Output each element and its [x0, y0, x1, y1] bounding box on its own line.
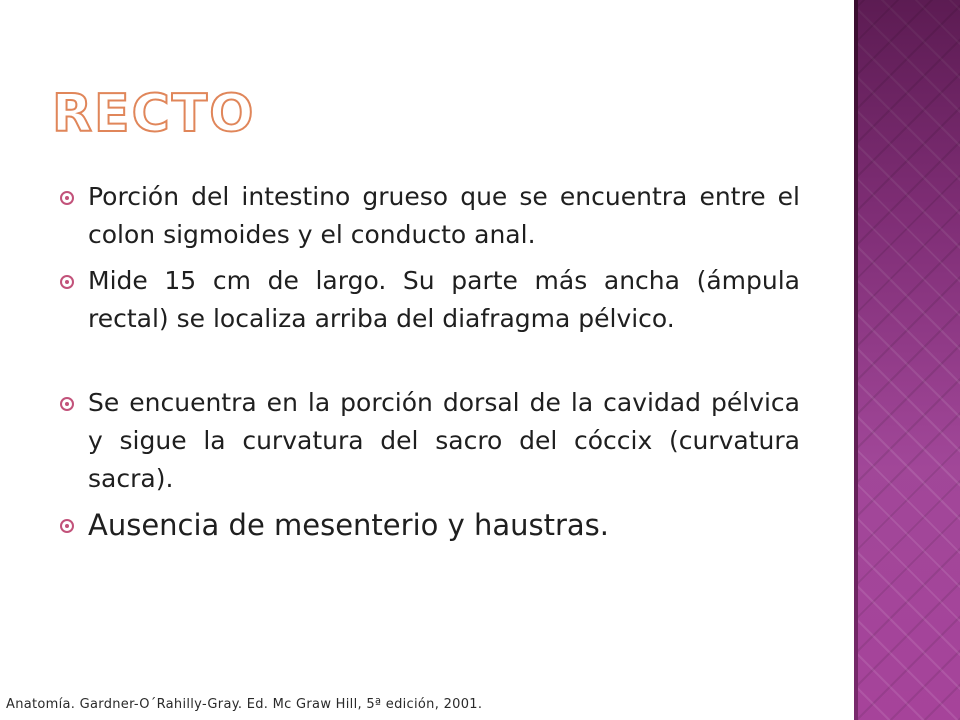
- citation-footer: Anatomía. Gardner-O´Rahilly-Gray. Ed. Mc Graw Hill, 5ª edición, 2001.: [6, 697, 483, 712]
- bullet-circle-icon: [60, 519, 74, 533]
- list-item: [58, 384, 800, 498]
- list-item: [58, 178, 800, 254]
- bullet-text: Porción del intestino grueso que se encuentra entre el colon sigmoides y el conducto anal.: [88, 182, 800, 249]
- bullet-text: Mide 15 cm de largo. Su parte más ancha (ámpula rectal) se localiza arriba del diafragma pélvico.: [88, 266, 800, 333]
- bullet-circle-icon: [60, 397, 74, 411]
- slide-title: RECTO: [52, 84, 256, 144]
- bullet-circle-icon: [60, 191, 74, 205]
- side-panel-edge: [854, 0, 858, 720]
- bullet-text: Se encuentra en la porción dorsal de la cavidad pélvica y sigue la curvatura del sacro del cóccix (curvatura sacra).: [88, 388, 800, 493]
- list-item: [58, 262, 800, 338]
- list-item: [58, 506, 800, 544]
- bullet-list: [58, 178, 800, 552]
- decorative-side-panel: [854, 0, 960, 720]
- bullet-text: Ausencia de mesenterio y haustras.: [88, 508, 609, 542]
- bullet-circle-icon: [60, 275, 74, 289]
